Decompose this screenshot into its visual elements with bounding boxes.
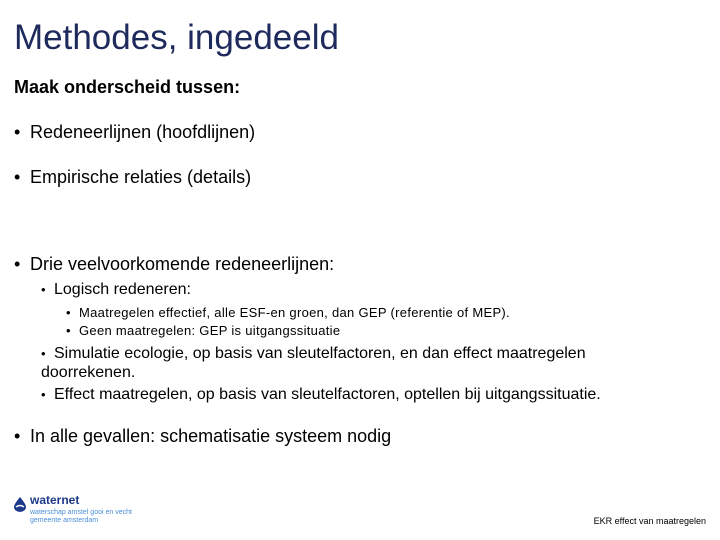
bullet-marker: • (14, 426, 21, 446)
bullet-marker: • (41, 282, 46, 297)
bullet-marker: • (66, 323, 71, 338)
bullet-text: Redeneerlijnen (hoofdlijnen) (30, 122, 256, 142)
bullet-marker: • (14, 167, 21, 187)
bullet-alle-gevallen (14, 426, 391, 447)
bullet-redeneerlijnen (14, 122, 255, 143)
subbullet-text: Logisch redeneren: (54, 281, 191, 298)
subbullet-effect-maatregelen (41, 386, 601, 404)
subbullet-text: Effect maatregelen, op basis van sleutelfactoren, optellen bij uitgangssituatie. (54, 386, 601, 403)
bullet-text: Drie veelvoorkomende redeneerlijnen: (30, 254, 335, 274)
bullet-marker: • (66, 305, 71, 320)
subsubbullet-geen-maatregelen (66, 323, 340, 338)
subsubbullet-text: Maatregelen effectief, alle ESF-en groen, dan GEP (referentie of MEP). (79, 305, 510, 320)
subsubbullet-maatregelen-effectief (66, 305, 510, 320)
bullet-drie-redeneerlijnen (14, 254, 334, 275)
subbullet-logisch-redeneren (41, 281, 191, 299)
bullet-text: In alle gevallen: schematisatie systeem nodig (30, 426, 392, 446)
subbullet-text: Simulatie ecologie, op basis van sleutelfactoren, en dan effect maatregelen doorrekenen. (41, 345, 586, 381)
bullet-marker: • (41, 346, 46, 361)
logo-tagline-2: gemeente amsterdam (30, 517, 99, 524)
subbullet-simulatie-ecologie (41, 344, 681, 382)
slide-title: Methodes, ingedeeld (14, 18, 339, 57)
footer-text: EKR effect van maatregelen (593, 516, 706, 526)
waternet-logo (12, 493, 152, 530)
logo-tagline-1: waterschap amstel gooi en vecht (30, 509, 132, 516)
bullet-marker: • (14, 122, 21, 142)
waternet-drop-icon (12, 496, 28, 512)
slide-subtitle: Maak onderscheid tussen: (14, 77, 241, 97)
subsubbullet-text: Geen maatregelen: GEP is uitgangssituatie (79, 323, 341, 338)
bullet-text: Empirische relaties (details) (30, 167, 252, 187)
bullet-empirische-relaties (14, 167, 251, 188)
bullet-marker: • (41, 387, 46, 402)
logo-name: waternet (30, 493, 80, 507)
bullet-marker: • (14, 254, 21, 274)
